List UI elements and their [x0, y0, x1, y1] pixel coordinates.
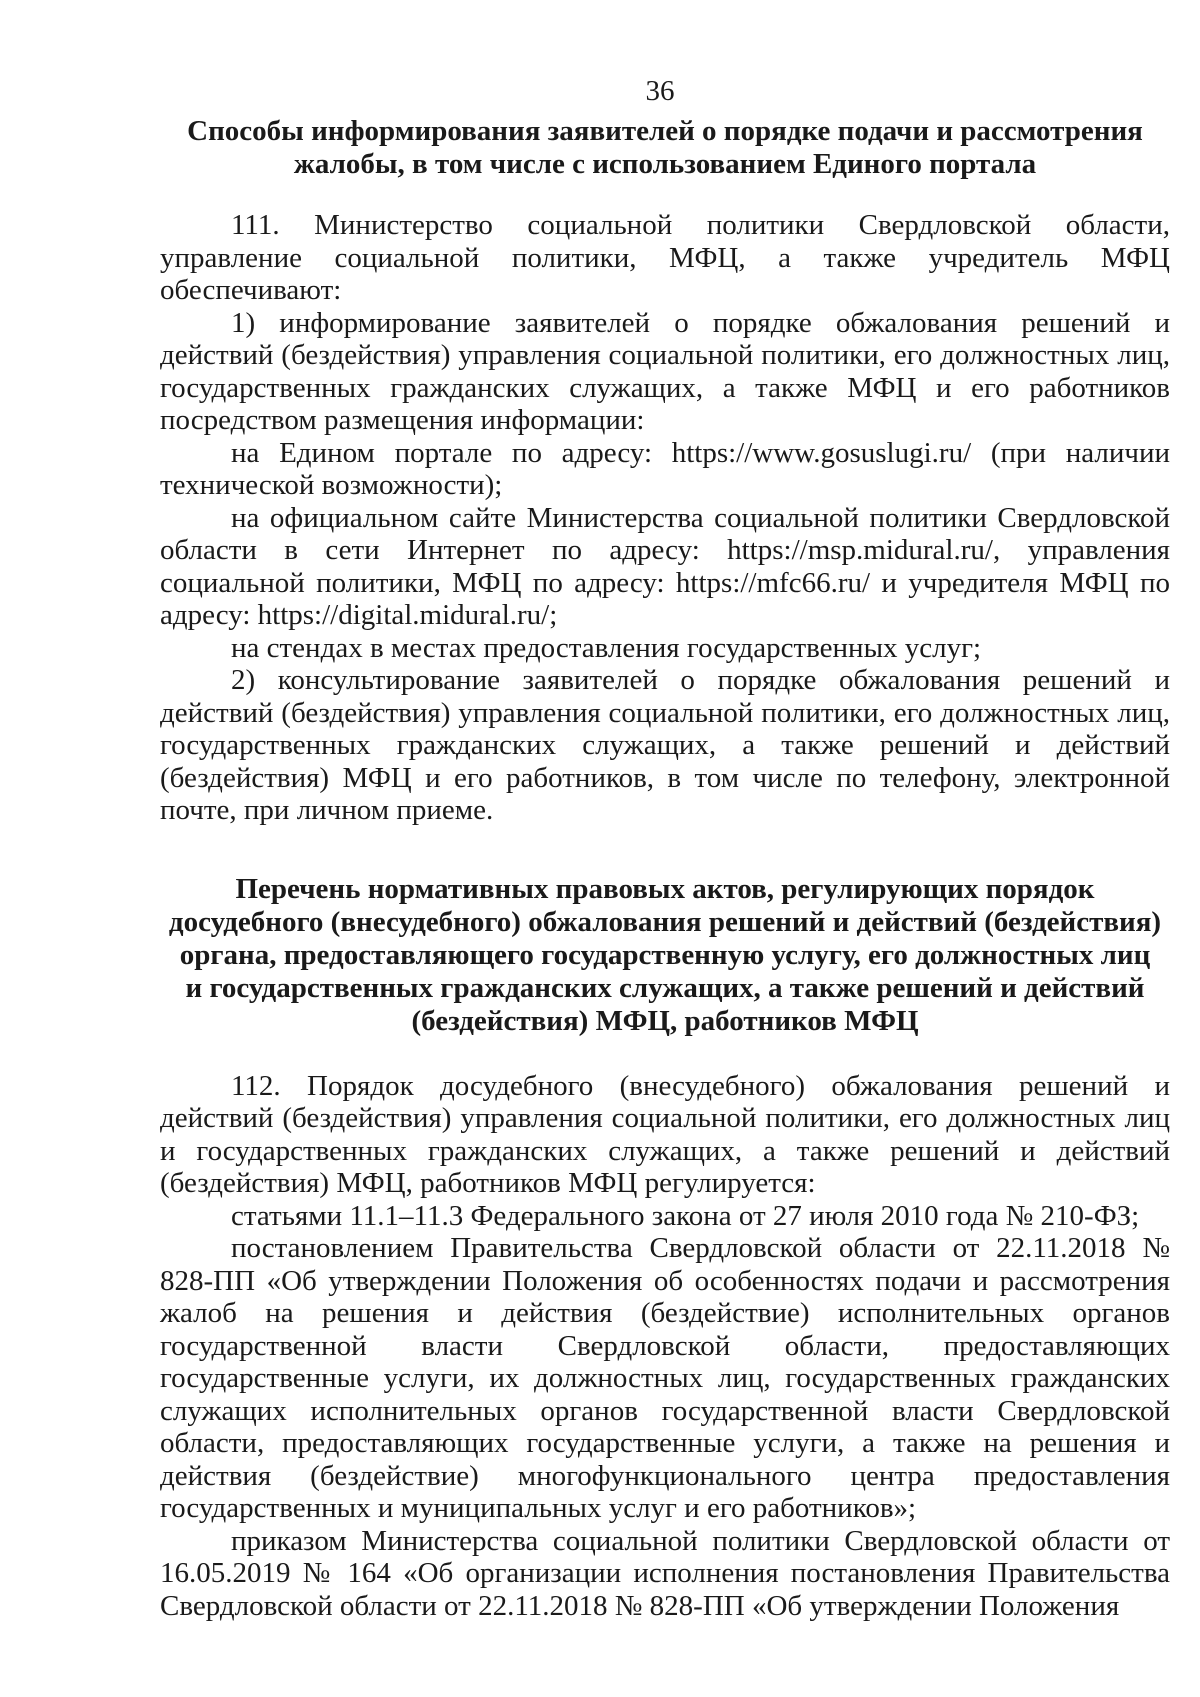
section-heading-informing: [160, 115, 1170, 181]
spacer: [160, 827, 1170, 873]
page-number: 36: [645, 75, 675, 107]
paragraph-government-decree: постановлением Правительства Свердловской области от 22.11.2018 № 828-ПП «Об утверждении Положения об особенностях подачи и рассмотрения жалоб на решения и действия (бездействие) исполнительных органов государственной власти Свердловской области, предоставляющих государственные услуги, их должностных лиц, государственных гражданских служащих исполнительных органов государственной власти Свердловской области, предоставляющих государственные услуги, а также на решения и действия (бездействие) многофункционального центра предоставления государственных и муниципальных услуг и его работников»;: [160, 1232, 1170, 1524]
heading-line: Перечень нормативных правовых актов, регулирующих порядок: [235, 872, 1095, 905]
paragraph-gosuslugi: на Едином портале по адресу: https://www.gosuslugi.ru/ (при наличии технической возможности);: [160, 436, 1170, 501]
heading-line: и государственных гражданских служащих, а также решений и действий: [185, 971, 1145, 1004]
spacer: [160, 181, 1170, 209]
section-heading-legal-acts: [160, 873, 1170, 1038]
heading-line: органа, предоставляющего государственную услугу, его должностных лиц: [179, 938, 1151, 971]
heading-line: досудебного (внесудебного) обжалования решений и действий (бездействия): [168, 905, 1162, 938]
paragraph-112: 112. Порядок досудебного (внесудебного) обжалования решений и действий (бездействия) управления социальной политики, его должностных лиц и государственных гражданских служащих, а также решений и действий (бездействия) МФЦ, работников МФЦ регулируется:: [160, 1069, 1170, 1199]
paragraph-official-sites: на официальном сайте Министерства социальной политики Свердловской области в сети Интернет по адресу: https://msp.midural.ru/, управления социальной политики, МФЦ по адресу: https://mfc66.ru/ и учредителя МФЦ по адресу: https://digital.midural.ru/;: [160, 501, 1170, 631]
paragraph-ministry-order: приказом Министерства социальной политики Свердловской области от 16.05.2019 № 164 «Об организации исполнения постановления Правительства Свердловской области от 22.11.2018 № 828-ПП «Об утверждении Положения: [160, 1524, 1170, 1622]
paragraph-federal-law: статьями 11.1–11.3 Федерального закона от 27 июля 2010 года № 210-ФЗ;: [231, 1199, 1140, 1232]
page-content: [160, 115, 1170, 1622]
heading-line: Способы информирования заявителей о порядке подачи и рассмотрения: [187, 115, 1143, 147]
paragraph-111: 111. Министерство социальной политики Свердловской области, управление социальной политики, МФЦ, а также учредитель МФЦ обеспечивают:: [160, 209, 1170, 306]
spacer: [160, 1038, 1170, 1070]
heading-line: жалобы, в том числе с использованием Единого портала: [293, 148, 1037, 180]
heading-line: (бездействия) МФЦ, работников МФЦ: [411, 1004, 919, 1037]
paragraph-informing: 1) информирование заявителей о порядке обжалования решений и действий (бездействия) управления социальной политики, его должностных лиц, государственных гражданских служащих, а также МФЦ и его работников посредством размещения информации:: [160, 306, 1170, 436]
paragraph-stands: на стендах в местах предоставления государственных услуг;: [231, 631, 982, 664]
paragraph-consulting: 2) консультирование заявителей о порядке обжалования решений и действий (бездействия) управления социальной политики, его должностных лиц, государственных гражданских служащих, а также решений и действий (бездействия) МФЦ и его работников, в том числе по телефону, электронной почте, при личном приеме.: [160, 664, 1170, 826]
